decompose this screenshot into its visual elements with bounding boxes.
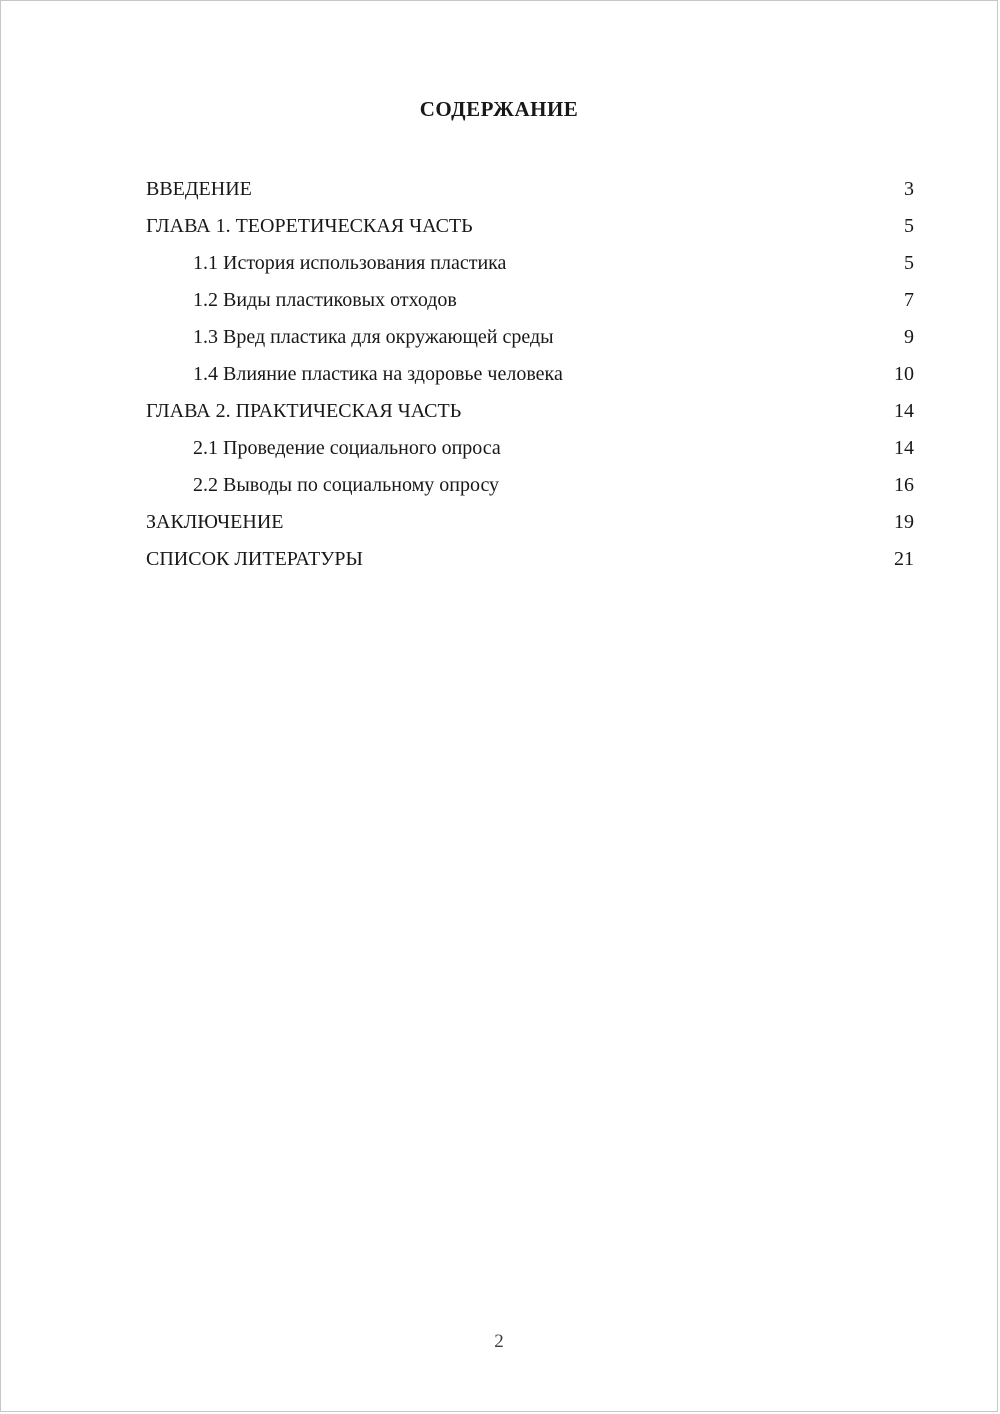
toc-entry (146, 282, 914, 319)
toc-entry (146, 356, 914, 393)
toc-entry (146, 541, 914, 578)
toc-entry-page: 14 (894, 400, 914, 422)
toc-entry (146, 467, 914, 504)
toc-entry-page: 16 (894, 474, 914, 496)
toc-entry-page: 21 (894, 548, 914, 570)
toc-entry-label: 1.4 Влияние пластика на здоровье человека (193, 363, 563, 385)
toc-entry-label: ЗАКЛЮЧЕНИЕ (146, 511, 284, 533)
toc-entry (146, 208, 914, 245)
toc-entry-page: 14 (894, 437, 914, 459)
toc-entry-label: ГЛАВА 1. ТЕОРЕТИЧЕСКАЯ ЧАСТЬ (146, 215, 473, 237)
toc-entry-label: СПИСОК ЛИТЕРАТУРЫ (146, 548, 363, 570)
toc-entry-label: 2.2 Выводы по социальному опросу (193, 474, 500, 496)
toc-entry (146, 245, 914, 282)
toc-entry-page: 9 (904, 326, 914, 348)
page-number: 2 (494, 1331, 504, 1352)
toc-entry-page: 5 (904, 215, 914, 237)
toc-entry-page: 3 (904, 178, 914, 200)
toc-entry (146, 393, 914, 430)
toc-entry-label: 1.3 Вред пластика для окружающей среды (193, 326, 554, 348)
toc-entry (146, 504, 914, 541)
toc-entry-label: ВВЕДЕНИЕ (146, 178, 252, 200)
toc-entry-page: 19 (894, 511, 914, 533)
toc-entry-page: 7 (904, 289, 914, 311)
toc-entry-label: 1.2 Виды пластиковых отходов (193, 289, 457, 311)
toc-entry (146, 319, 914, 356)
toc-entry-page: 10 (894, 363, 914, 385)
toc-entry-page: 5 (904, 252, 914, 274)
toc-entry (146, 430, 914, 467)
toc-entry-label: 2.1 Проведение социального опроса (193, 437, 501, 459)
page-title: СОДЕРЖАНИЕ (419, 97, 579, 121)
toc-entry (146, 171, 914, 208)
toc-entry-label: ГЛАВА 2. ПРАКТИЧЕСКАЯ ЧАСТЬ (146, 400, 462, 422)
toc-entry-label: 1.1 История использования пластика (193, 252, 507, 274)
table-of-contents (1, 171, 997, 578)
